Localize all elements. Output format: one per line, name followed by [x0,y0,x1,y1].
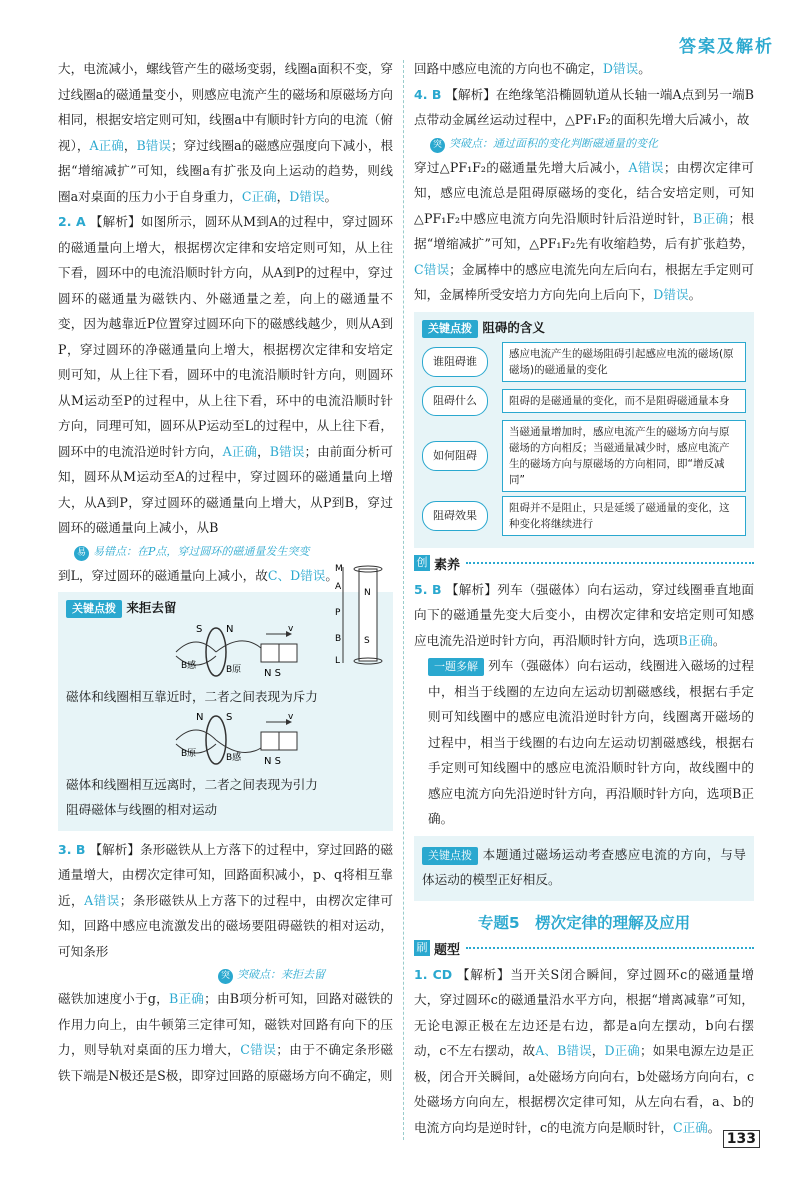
svg-text:N: N [226,624,234,635]
flow-row [422,342,746,382]
flow-node: 阻碍什么 [422,386,488,416]
topic-title: 专题5 楞次定律的理解及应用 [477,913,691,932]
svg-text:B感: B感 [181,661,197,671]
paragraph-q3: 3. B 【解析】条形磁铁从上方落下的过程中，穿过回路的磁通量增大，由楞次定律可知，回路面积减小，p、q将相互靠近，A错误；条形磁铁从上方落下的过程中，由楞次定律可知，回路中感应电流激发出的磁场要阻碍磁铁的相对运动，可知条形 [58,841,393,959]
label-m: M [335,564,343,574]
svg-text:N: N [196,711,204,723]
label-n: N [364,588,371,598]
box1-line-1: 磁体和线圈相互靠近时，二者之间表现为斥力 [66,689,318,704]
ring-magnet-figure [335,559,393,669]
box1-line-3: 阻碍磁体与线圈的相对运动 [66,802,218,817]
flow-node: 谁阻碍谁 [422,347,488,377]
paragraph-q2: 2. A 【解析】如图所示，圆环从M到A的过程中，穿过圆环的磁通量向上增大，根据楞次定律和安培定则可知，从上往下看，圆环中的电流沿顺时针方向，从A到P的过程中，穿过圆环的磁通量为磁铁内、外磁通量之差，向上的磁通量不变，因为越靠近P位置穿过圆环向下的磁感线越少，则从A到P，穿过圆环的净磁通量向上增大，根据楞次定律和安培定则可知，从上往下看，圆环中的电流沿顺时针方向，则圆环从M运动至P的过程中，从上往下看，环中的电流沿顺时针方向，同理可知，圆环从P运动至L的过程中，从上往下看，圆环中的电流沿逆时针方向，A正确，B错误；由前面分析可知，圆环从M运动至A的过程中，穿过圆环的磁通量向上增大，从A到P，穿过圆环的磁通量向上增大，从P到B，穿过圆环的磁通量向上减小，从B [58,214,394,535]
paragraph-q4: 4. B 【解析】在绝缘笔沿椭圆轨道从长轴一端A点到另一端B点带动金属丝运动过程中，△PF₁F₂的面积先增大后减小，故 [414,86,754,127]
tip-q2: 易 易错点：在P点，穿过圆环的磁通量发生突变 [74,543,393,561]
label-b: B [335,634,342,644]
column-divider [403,60,404,1140]
label-p: P [335,608,341,618]
flow-row [422,386,746,416]
paragraph-topic-q1: 1. CD 【解析】当开关S闭合瞬间，穿过圆环c的磁通量增大，穿过圆环c的磁通量沿水平方向，根据“增离减靠”可知，无论电源正极在左边还是右边，都是a向左摆动，b向右摆动，c不左右摆动，故A、B错误，D正确；如果电源左边是正极，闭合开关瞬间，a处磁场方向向右，b处磁场方向向右，c处磁场方向向左，根据楞次定律可知，从左向右看，a、b的电流方向均是逆时针，c的电流方向是顺时针，C正确。 [414,966,754,1135]
svg-text:S: S [196,624,203,635]
flow-node: 如何阻碍 [422,441,488,471]
page-number: 133 [723,1130,760,1148]
page-header [0,0,800,56]
flow-desc: 当磁通量增加时，感应电流产生的磁场方向与原磁场的方向相反；当磁通量减少时，感应电流产生的磁场方向与原磁场的方向相同，即“增反减同” [502,420,746,492]
header-title: 答案及解析 [679,37,774,57]
box-title: 关键点拨 来拒去留 [66,598,385,618]
label-s: S [364,636,370,646]
svg-text:B原: B原 [226,665,242,675]
svg-text:S: S [226,711,233,723]
key-tip-box-3: 关键点拨 本题通过磁场运动考查感应电流的方向，与导体运动的模型正好相反。 [414,836,754,901]
flow-desc: 阻碍并不是阻止，只是延缓了磁通量的变化，这种变化将继续进行 [502,496,746,536]
label-l: L [335,656,341,666]
right-column [414,56,754,1140]
paragraph-multi-solution: 一题多解 列车（强磁体）向右运动，线圈进入磁场的过程中，相当于线圈的左边向左运动切割磁感线，根据右手定则可知线圈中的感应电流沿逆时针方向，线圈离开磁场的过程中，相当于线圈的右边向左运动切割磁感线，根据右手定则可知线圈中的感应电流沿顺时针方向，故线圈中的感应电流方向先沿逆时针方向，再沿顺时针方向，选项B正确。 [428,658,754,826]
paragraph-q3-tail: 回路中感应电流的方向也不确定，D错误。 [414,61,651,76]
section-icon: 创 [414,555,430,571]
paragraph-q3-end: 磁铁加速度小于g，B正确；由B项分析可知，回路对磁铁的作用力向上，由牛顿第三定律可知，磁铁对回路有向下的压力，则导轨对桌面的压力增大，C错误；由于不确定条形磁铁下端是N极还是S极，即穿过回路的原磁场方向不确定，则 [58,991,394,1083]
left-column [58,56,393,1088]
tip-q3: 突 突破点：来拒去留 [218,966,393,984]
svg-text:v: v [288,624,294,634]
flow-desc: 感应电流产生的磁场阻碍引起感应电流的磁场(原磁场)的磁通量的变化 [502,342,746,382]
svg-text:B原: B原 [181,748,197,759]
dotted-rule [466,562,754,564]
svg-text:B感: B感 [226,752,242,763]
paragraph-q4-cont: 穿过△PF₁F₂的磁通量先增大后减小，A错误；由楞次定律可知，感应电流总是阻碍原磁场的变化，结合安培定则，可知△PF₁F₂中感应电流方向先沿顺时针后沿逆时针，B正确；根据“增缩减扩”可知，△PF₁F₂先有收缩趋势，后有扩张趋势，C错误；金属棒中的感应电流先向左后向右，根据左手定则可知，金属棒所受安培力方向先向上后向下，D错误。 [414,159,755,302]
flow-row [422,496,746,536]
svg-text:v: v [288,711,294,722]
tip-icon: 易 [74,546,89,561]
box-title: 关键点拨 阻碍的含义 [422,318,746,338]
paragraph-q5: 5. B 【解析】列车（强磁体）向右运动，穿过线圈垂直地面向下的磁通量先变大后变小，由楞次定律和安培定则可知感应电流先沿逆时针方向，再沿顺时针方向，选项B正确。 [414,581,755,648]
svg-text:N S: N S [264,668,282,679]
tip-icon: 突 [430,138,445,153]
magnet-recede-figure [66,710,386,768]
flow-row [422,420,746,492]
flow-node: 阻碍效果 [422,501,488,531]
tip-q4: 突 突破点：通过面积的变化判断磁通量的变化 [430,135,754,153]
key-tip-box-2 [414,312,754,548]
label-a: A [335,582,342,592]
dotted-rule [466,947,754,949]
svg-text:N S: N S [264,755,282,767]
paragraph-q2-end: 到L，穿过圆环的磁通量向上减小，故C、D错误。 [58,567,338,583]
section-header-question-type: 刷 题型 [414,939,754,958]
section-icon: 刷 [414,940,430,956]
section-header-literacy: 创 素养 [414,554,754,573]
tip-icon: 突 [218,969,233,984]
box1-line-2: 磁体和线圈相互远离时，二者之间表现为引力 [66,776,318,792]
flow-desc: 阻碍的是磁通量的变化，而不是阻碍磁通量本身 [502,389,746,413]
paragraph-q1-continued: 大，电流减小，螺线管产生的磁场变弱，线圈a面积不变，穿过线圈a的磁通量变小，则感应电流产生的磁场和原磁场方向相同，根据安培定则可知，线圈a中有顺时针方向的电流（俯视），A正确，B错误；穿过线圈a的磁感应强度向下减小，根据“增缩减扩”可知，线圈a有扩张及向上运动的趋势，则线圈a对桌面的压力小于自身重力，C正确，D错误。 [58,61,394,204]
